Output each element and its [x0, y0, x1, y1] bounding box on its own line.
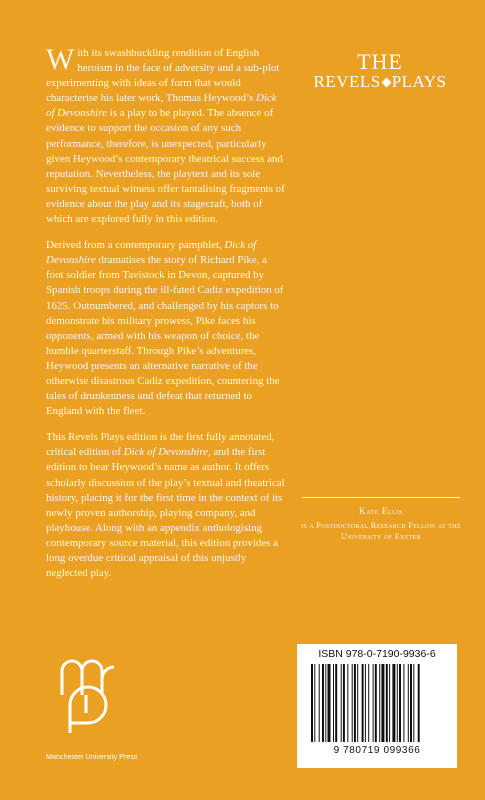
blurb-text: dramatises the story of Richard Pike, a foot soldier from Tavistock in Devon, captured by Spanish troops during the ill-fated Cadiz expedition of 1625. Outnumbered, and challenged by his captors to demonstrate his military prowess, Pike faces his opponents, armed with his weapon of choice, the humble quarterstaff. Through Pike’s adventures, Heywood presents an alternative narrative of the otherwise disastrous Cadiz expedition, countering the tales of drunkenness and defeat that returned to England with the fleet. — [46, 254, 284, 418]
blurb-text: ith its swashbuckling rendition of English heroism in the face of adversity and a sub-plot experimenting with ideas of form that would characterise his later work, Thomas Heywood’s — [46, 47, 280, 105]
author-affiliation: is a Postdoctoral Research Fellow at the University of Exeter — [301, 521, 461, 541]
barcode-bar — [375, 664, 377, 742]
barcode-bar — [413, 664, 414, 742]
barcode-bar — [403, 664, 404, 742]
isbn-barcode — [297, 644, 457, 768]
publisher-logo-icon — [56, 655, 122, 739]
barcode-bar — [343, 664, 345, 742]
blurb-paragraph-3 — [46, 430, 286, 581]
barcode-bar — [341, 664, 342, 742]
series-logo-name — [300, 72, 460, 92]
series-logo — [300, 49, 460, 92]
author-bio — [296, 497, 466, 542]
blurb-text: Derived from a contemporary pamphlet, — [46, 239, 225, 252]
blurb-text: , and the first edition to bear Heywood’s name as author. It offers scholarly discussion of the play’s textual and theatrical history, placing it for the first time in the context of its newly proven authorship, playing company, and playhouse. Along with an appendix anthologising contemporary source material, this edition provides a long overdue critical appraisal of this unjustly neglected play. — [46, 446, 285, 580]
barcode-bar — [328, 664, 331, 742]
barcode-bar — [392, 664, 395, 742]
barcode-bar — [347, 664, 348, 742]
series-logo-the: THE — [357, 49, 403, 74]
barcode-bar — [373, 664, 374, 742]
blurb-text: is a play to be played. The absence of evidence to support the occasion of any such performance, therefore, is unexpected, particularly given Heywood’s contemporary theatrical success and reputation. Nevertheless, the playtext and its sole surviving textual witness offer tantalising fragments of evidence about the play and its stagecraft, both of which are explored fully in this edition. — [46, 107, 285, 226]
play-title: Dick of Devonshire — [123, 446, 208, 459]
barcode-bar — [365, 664, 366, 742]
barcode-bar — [362, 664, 364, 742]
barcode-bar — [408, 664, 409, 742]
barcode-bar — [311, 664, 313, 742]
barcode-bar — [352, 664, 353, 742]
barcode-bar — [314, 664, 315, 742]
series-word-plays: PLAYS — [391, 72, 447, 91]
barcode-bar — [386, 664, 388, 742]
barcode-bar — [319, 664, 320, 742]
barcode-bar — [381, 664, 384, 742]
play-title: Dick of Devonshire — [46, 239, 257, 267]
play-title: Dick of Devonshire — [46, 92, 277, 120]
barcode-bar — [335, 664, 337, 742]
isbn-label: ISBN 978-0-7190-9936-6 — [318, 648, 436, 660]
barcode-bar — [333, 664, 334, 742]
barcode-bar — [399, 664, 401, 742]
diamond-icon — [381, 77, 391, 87]
blurb-column — [46, 43, 286, 592]
barcode-bar — [418, 664, 420, 742]
barcode-bar — [325, 664, 326, 742]
publisher-name: Manchester University Press — [46, 752, 138, 761]
divider — [302, 497, 460, 498]
barcode-bar — [410, 664, 412, 742]
publisher-url: www.manchesteruniversitypress.co.uk — [302, 756, 421, 763]
blurb-paragraph-2 — [46, 238, 286, 419]
barcode-bars — [311, 664, 449, 742]
barcode-digits: 9 780719 099366 — [333, 745, 421, 756]
blurb-paragraph-1 — [46, 43, 286, 227]
drop-cap: W — [46, 43, 75, 76]
barcode-bar — [354, 664, 356, 742]
barcode-bar — [379, 664, 380, 742]
author-name: Kate Ellis — [359, 506, 403, 516]
barcode-bar — [357, 664, 358, 742]
barcode-bar — [389, 664, 390, 742]
barcode-bar — [322, 664, 324, 742]
series-word-revels: REVELS — [313, 72, 381, 91]
barcode-bar — [368, 664, 369, 742]
blurb-text: This Revels Plays edition is the first fully annotated, critical edition of — [46, 431, 275, 459]
barcode-bar — [397, 664, 398, 742]
